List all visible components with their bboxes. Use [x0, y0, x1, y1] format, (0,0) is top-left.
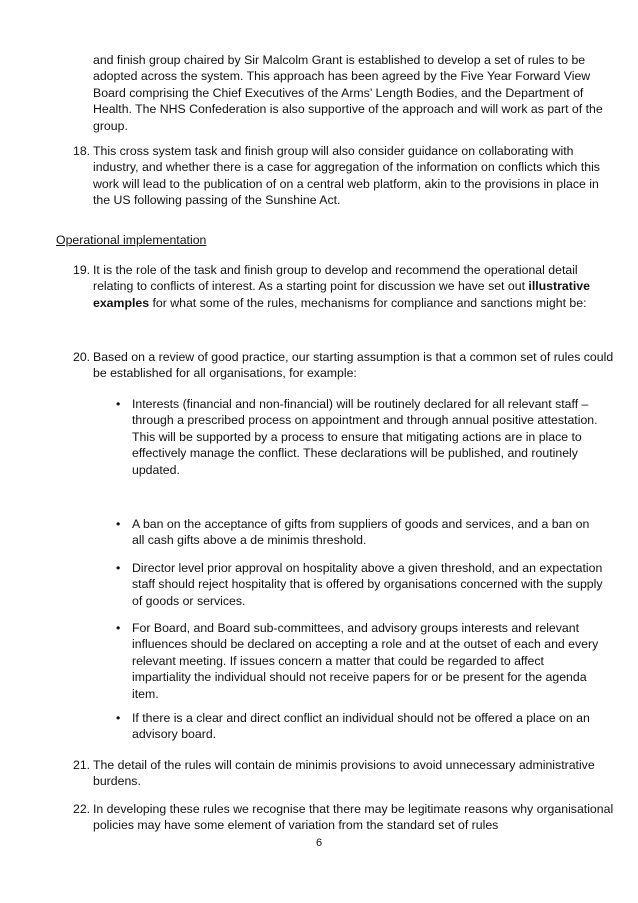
section-heading: Operational implementation — [56, 233, 207, 247]
paragraph-number-20: 20. — [73, 350, 91, 364]
paragraph-number-22: 22. — [73, 802, 91, 816]
bullet-item: Interests (financial and non-financial) will be routinely declared for all relevant staff – through a prescribed process on appointment and through annual positive attestation. This will be supported by a process to ensure that mitigating actions are in place to effectively manage the conflict. These declarations will be published, and routinely updated. — [132, 397, 598, 477]
paragraph-19-bold: illustrative examples — [93, 279, 590, 310]
paragraph-22: In developing these rules we recognise that there may be legitimate reasons why organisational policies may have some element of variation from the standard set of rules — [93, 802, 614, 833]
bullet-item: If there is a clear and direct conflict an individual should not be offered a place on an advisory board. — [132, 711, 590, 742]
paragraph-number-18: 18. — [73, 144, 91, 158]
bullet-icon: • — [116, 517, 121, 531]
bullet-item: Director level prior approval on hospitality above a given threshold, and an expectation staff should reject hospitality that is offered by organisations concerned with the supply of goods or services. — [132, 561, 603, 608]
paragraph-number-21: 21. — [73, 758, 91, 772]
bullet-icon: • — [116, 621, 121, 635]
paragraph-19-text-before: It is the role of the task and finish group to develop and recommend the operational detail relating to conflicts of interest. As a starting point for discussion we have set out — [93, 263, 578, 294]
page-number: 6 — [315, 837, 323, 849]
bullet-item: For Board, and Board sub-committees, and advisory groups interests and relevant influences should be declared on accepting a role and at the outset of each and every relevant meeting. If issues concern a matter that could be regarded to affect impartiality the individual should not receive papers for or be present for the agenda item. — [132, 621, 599, 701]
paragraph-number-19: 19. — [73, 263, 91, 277]
paragraph-20: Based on a review of good practice, our starting assumption is that a common set of rules could be established for all organisations, for example: — [93, 350, 614, 381]
paragraph-18: This cross system task and finish group will also consider guidance on collaborating with industry, and whether there is a case for aggregation of the information on conflicts which this work will lead to the publication of on a central web platform, akin to the provisions in place in the US following passing of the Sunshine Act. — [93, 144, 600, 208]
bullet-item: A ban on the acceptance of gifts from suppliers of goods and services, and a ban on all cash gifts above a de minimis threshold. — [132, 517, 590, 548]
continuation-paragraph: and finish group chaired by Sir Malcolm Grant is established to develop a set of rules to be adopted across the system. This approach has been agreed by the Five Year Forward View Board comprising the Chief Executives of the Arms’ Length Bodies, and the Department of Health. The NHS Confederation is also supportive of the approach and will work as part of the group. — [93, 53, 603, 133]
paragraph-19-text-after: for what some of the rules, mechanisms for compliance and sanctions might be: — [149, 295, 587, 310]
bullet-icon: • — [116, 561, 121, 575]
paragraph-19 — [93, 262, 615, 311]
paragraph-21: The detail of the rules will contain de minimis provisions to avoid unnecessary administrative burdens. — [93, 758, 595, 789]
bullet-icon: • — [116, 711, 121, 725]
bullet-icon: • — [116, 397, 121, 411]
